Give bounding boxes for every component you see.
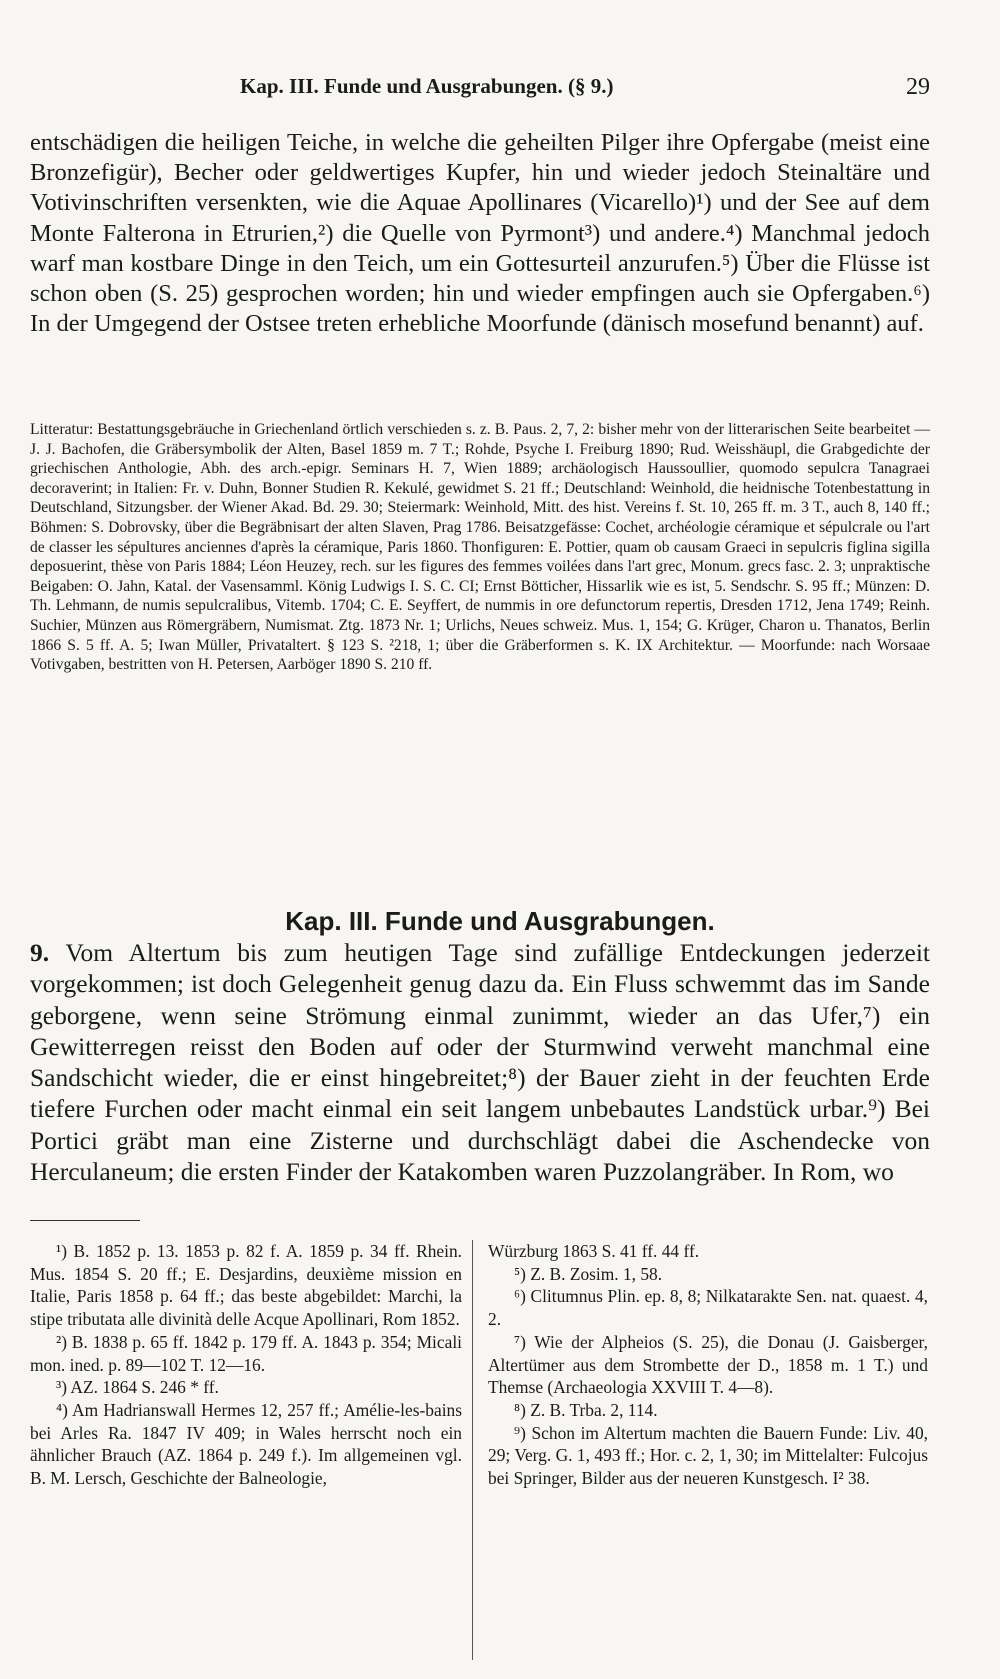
footnote-1: ¹) B. 1852 p. 13. 1853 p. 82 f. A. 1859 p. 34 ff. Rhein. Mus. 1854 S. 20 ff.; E. Desjardins, deuxième mission en Italie, Paris 1858 p. 64 ff.; das beste abgebildet: Marchi, la stipe tributata alle divinità delle Acque Apollinari, Rom 1852.	[30, 1241, 462, 1330]
page-number: 29	[906, 74, 930, 100]
body-paragraph-2-text: Vom Altertum bis zum heutigen Tage sind zufällige Entdeckungen jederzeit vorgekommen; ist doch Gelegenheit genug dazu da. Ein Fluss schwemmt das im Sande geborgene, wenn seine Strömung einmal zunimmt, wieder an das Ufer,⁷) ein Gewitterregen reisst den Boden auf oder der Sturmwind verweht manchmal eine Sandschicht wieder, die er einst hingebreitet;⁸) der Bauer zieht in der feuchten Erde tiefere Furchen oder macht einmal ein seit langem unbebautes Landstück urbar.⁹) Bei Portici gräbt man eine Zisterne und durchschlägt dabei die Aschendecke von Herculaneum; die ersten Finder der Katakomben waren Puzzolangräber. In Rom, wo	[30, 938, 931, 1187]
section-number: 9.	[30, 938, 50, 967]
footnote-rule	[30, 1220, 140, 1221]
footnote-2: ²) B. 1838 p. 65 ff. 1842 p. 179 ff. A. 1843 p. 354; Micali mon. ined. p. 89—102 T. 12—16.	[30, 1331, 462, 1375]
body-paragraph-1: entschädigen die heiligen Teiche, in welche die geheilten Pilger ihre Opfergabe (meist eine Bronzefigür), Becher oder geldwertiges Kupfer, hin und wieder jedoch Steinaltäre und Votivinschriften versenkten, wie die Aquae Apollinares (Vicarello)¹) und der See auf dem Monte Falterona in Etrurien,²) die Quelle von Pyrmont³) und andere.⁴) Manchmal jedoch warf man kostbare Dinge in den Teich, um ein Gottesurteil anzurufen.⁵) Über die Flüsse ist schon oben (S. 25) gesprochen worden; hin und wieder empfingen auch sie Opfergaben.⁶) In der Umgegend der Ostsee treten erhebliche Moorfunde (dänisch mosefund benannt) auf.	[30, 129, 930, 338]
running-head	[30, 74, 930, 104]
section-heading: Kap. III. Funde und Ausgrabungen.	[285, 906, 715, 936]
footnote-3: ³) AZ. 1864 S. 246 * ff.	[56, 1377, 219, 1398]
footnote-column-divider	[472, 1240, 473, 1660]
footnotes-right-column	[488, 1240, 928, 1490]
footnote-5: ⁵) Z. B. Zosim. 1, 58.	[514, 1263, 663, 1284]
footnote-4-continued: Würzburg 1863 S. 41 ff. 44 ff.	[488, 1241, 700, 1261]
running-head-title: Kap. III. Funde und Ausgrabungen. (§ 9.)	[240, 74, 614, 98]
footnote-7: ⁷) Wie der Alpheios (S. 25), die Donau (J. Gaisberger, Altertümer aus dem Strombette der D., 1858 m. 1 T.) und Themse (Archaeologia XXVIII T. 4—8).	[488, 1331, 928, 1398]
literature-note: Litteratur: Bestattungsgebräuche in Griechenland örtlich verschieden s. z. B. Paus. 2, 7, 2: bisher mehr von der litterarischen Seite bearbeitet — J. J. Bachofen, die Gräbersymbolik der Alten, Basel 1859 m. 7 T.; Rohde, Psyche I. Freiburg 1890; Rud. Weisshäupl, die Grabgedichte der griechischen Anthologie, Abh. des arch.-epigr. Seminars H. 7, Wien 1889; archäologisch Haussoullier, quomodo sepulcra Tanagraei decoraverint; in Italien: Fr. v. Duhn, Bonner Studien R. Kekulé, gewidmet S. 21 ff.; Deutschland: Weinhold, die heidnische Totenbestattung in Deutschland, Sitzungsber. der Wiener Akad. Bd. 29. 30; Steiermark: Weinhold, Mitt. des hist. Vereins f. St. 10, 265 ff. m. 3 T., auch 8, 140 ff.; Böhmen: S. Dobrovsky, über die Begräbnisart der alten Slaven, Prag 1786. Beisatzgefässe: Cochet, archéologie céramique et sépulcrale ou l'art de classer les sépultures anciennes d'après la céramique, Paris 1860. Thonfiguren: E. Pottier, quam ob causam Graeci in sepulcris figlina sigilla deposuerint, thèse von Paris 1884; Léon Heuzey, rech. sur les figures des femmes voilées dans l'art grec, Monum. grecs fasc. 2. 3; unpraktische Beigaben: O. Jahn, Katal. der Vasensamml. König Ludwigs I. S. C. CI; Ernst Bötticher, Hissarlik wie es ist, 5. Sendschr. S. 95 ff.; Münzen: D. Th. Lehmann, de numis sepulcralibus, Vitemb. 1704; C. E. Seyffert, de nummis in ore defunctorum repertis, Dresden 1712, Jena 1749; Reinh. Suchier, Münzen aus Römergräbern, Numismat. Ztg. 1873 Nr. 1; Urlichs, Neues schweiz. Mus. 1, 154; G. Krüger, Charon u. Thanatos, Berlin 1866 S. 5 ff. A. 5; Iwan Müller, Privataltert. § 123 S. ²218, 1; über die Gräberformen s. K. IX Architektur. — Moorfunde: nach Worsaae Votivgaben, bestritten von H. Petersen, Aarböger 1890 S. 210 ff.	[30, 421, 930, 674]
footnote-6: ⁶) Clitumnus Plin. ep. 8, 8; Nilkatarakte Sen. nat. quaest. 4, 2.	[488, 1286, 928, 1330]
body-paragraph-2	[30, 937, 930, 1187]
footnote-8: ⁸) Z. B. Trba. 2, 114.	[514, 1399, 658, 1420]
footnote-4: ⁴) Am Hadrianswall Hermes 12, 257 ff.; Amélie-les-bains bei Arles Ra. 1847 IV 409; in Wales herrscht noch ein ähnlicher Brauch (AZ. 1864 p. 249 f.). Im allgemeinen vgl. B. M. Lersch, Geschichte der Balneologie,	[30, 1399, 462, 1489]
footnote-9: ⁹) Schon im Altertum machten die Bauern Funde: Liv. 40, 29; Verg. G. 1, 493 ff.; Hor. c. 2, 1, 30; im Mittelalter: Fulcojus bei Springer, Bilder aus der neueren Kunstgesch. I² 38.	[488, 1422, 928, 1489]
footnotes-left-column	[30, 1240, 462, 1490]
